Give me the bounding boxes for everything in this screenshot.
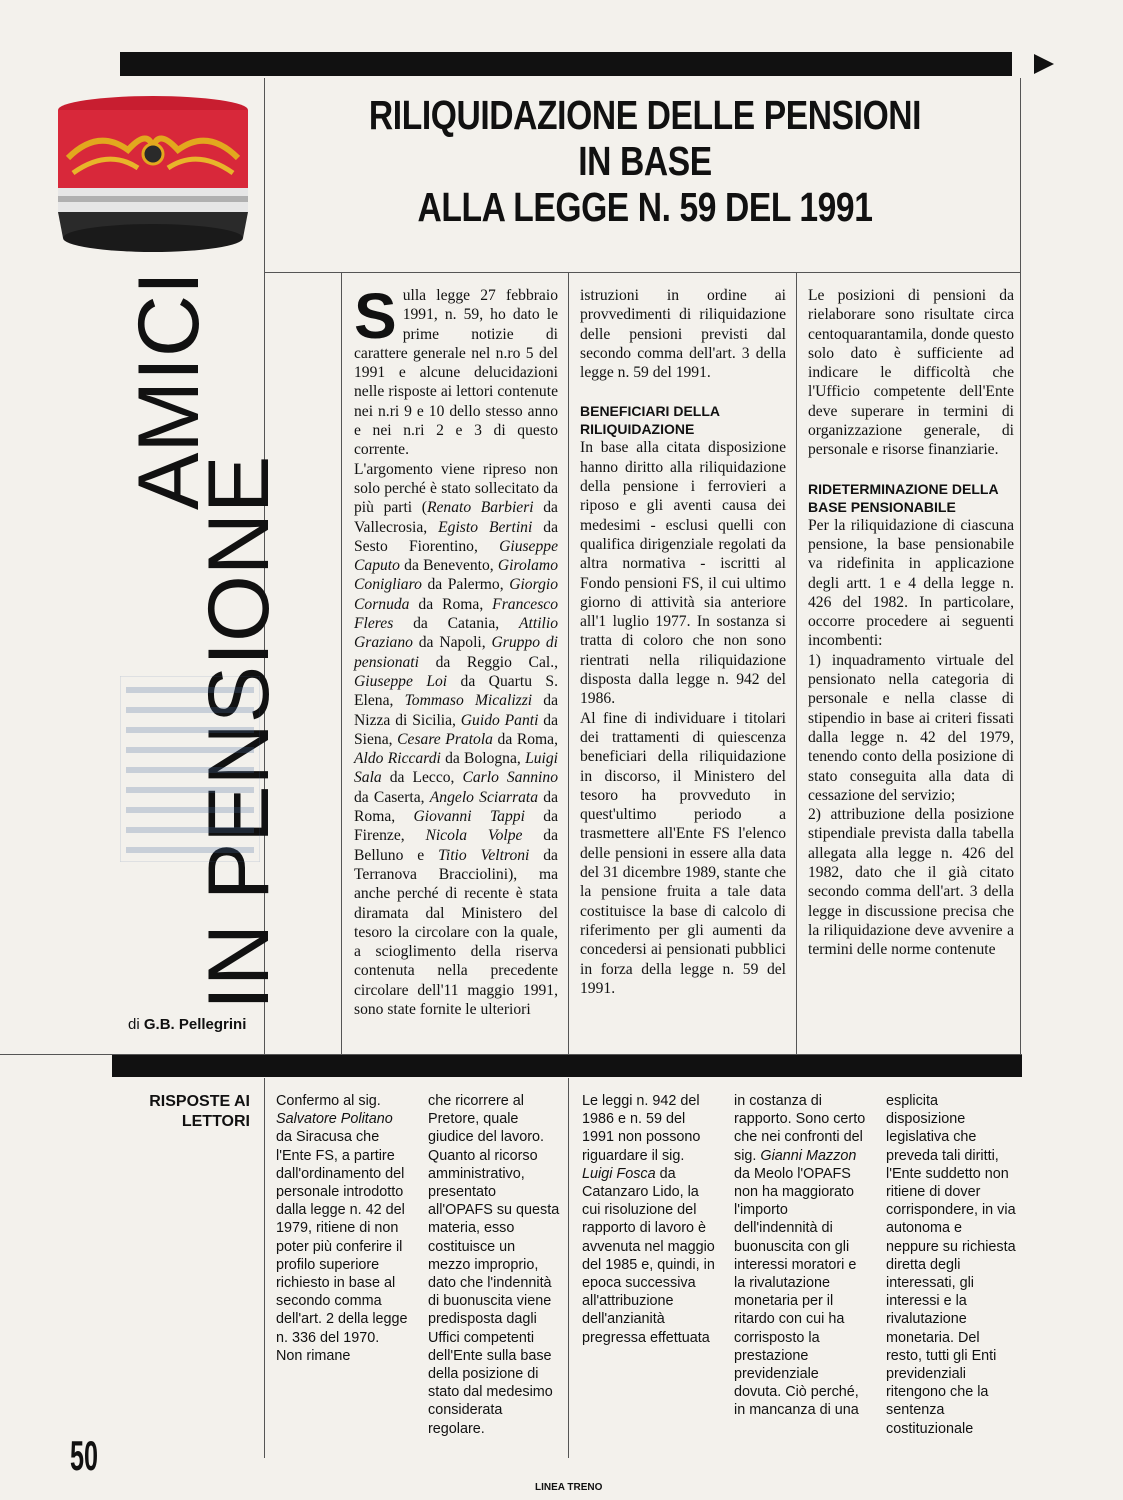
reader-place: da Caserta, <box>354 788 430 806</box>
letter3-body: da Meolo l'OPAFS non ha maggiorato l'importo dell'indennità di buonuscita con gli interessi moratori e la rivalutazione monetaria per il ritardo con cui ha corrisposto la prestazione previdenziale dovuta. Ciò perché, in mancanza di una <box>734 1165 859 1419</box>
column-rule <box>796 272 797 1054</box>
reader-place: da Firenze, <box>354 808 558 845</box>
reader-name: Titio Veltroni <box>438 846 530 864</box>
background-ghost-text <box>120 676 260 862</box>
letters-column-5 <box>886 1092 1018 1438</box>
reader-name: Egisto Bertini <box>438 518 533 536</box>
letters-label <box>118 1092 250 1132</box>
reader-name: Cesare Pratola <box>397 730 493 748</box>
reader-place: da Benevento, <box>399 557 498 575</box>
column-rule <box>568 272 569 1054</box>
reader-name: Giuseppe Caputo <box>354 537 558 575</box>
col1-paragraph-2a: L'argomento viene ripreso non solo perché è stato sollecitato da più parti ( <box>354 460 558 517</box>
article-column-3 <box>808 286 1014 960</box>
reader-place: da Napoli, <box>412 634 492 652</box>
col2-paragraph-3: Al fine di individuare i titolari dei trattamenti di quiescenza beneficiari della riliquidazione in discorso, il Ministero del tesoro ha provveduto in quest'ultimo periodo a trasmettere all'Ente FS l'elenco delle pensioni in essere alla data del 31 dicembre 1989, stante che la pensione fruita a tale data costituisce la base di calcolo di riferimento per gli aumenti da concedersi ai pensionati pubblici in forza della legge n. 59 del 1991. <box>580 709 786 997</box>
reader-place: da Bologna, <box>440 750 526 768</box>
drop-cap: S <box>354 280 397 352</box>
letter2-name: Luigi Fosca <box>582 1165 656 1182</box>
article-column-1 <box>354 280 559 1019</box>
letters-label-line-1: RISPOSTE AI <box>149 1093 250 1110</box>
title-line-1: RILIQUIDAZIONE DELLE PENSIONI <box>368 92 922 138</box>
column-rule <box>264 1078 265 1458</box>
col3-paragraph-1: Le posizioni di pensioni da rielaborare sono risultate circa centoquarantamila, donde questo solo dato è sufficiente ad indicare le difficoltà che l'Ufficio competente dell'Ente deve superare in termini di organizzazione generale, di personale e risorse finanziarie. <box>808 287 1014 459</box>
letter3-intro: in costanza di rapporto. Sono certo che nei confronti del sig. <box>734 1093 866 1164</box>
reader-name: Luigi Sala <box>354 750 558 787</box>
article-column-2 <box>580 286 786 998</box>
frame-line <box>1020 78 1021 1054</box>
col3-paragraph-2: Per la riliquidazione di ciascuna pensione, la base pensionabile va ridefinita in applicazione degli artt. 1 e 4 della legge n. 426 del 1982. In particolare, occorre procedere ai seguenti incombenti: <box>808 516 1014 650</box>
letters-label-line-2: LETTORI <box>181 1113 250 1130</box>
byline <box>128 1016 246 1033</box>
title-line-2: IN BASE <box>578 138 712 184</box>
col2-subheading: BENEFICIARI DELLA RILIQUIDAZIONE <box>580 403 720 438</box>
letters-column-3 <box>582 1092 716 1347</box>
reader-place: da Belluno e <box>354 827 558 864</box>
reader-name: Francesco Fleres <box>354 595 558 633</box>
column-rule <box>568 1078 569 1458</box>
reader-name: Giovanni Tappi <box>413 808 525 826</box>
letter1-name: Salvatore Politano <box>276 1111 393 1128</box>
reader-place: da Roma, <box>409 595 493 613</box>
frame-line <box>264 272 1021 273</box>
footer-magazine-name: LINEA TRENO <box>535 1482 603 1493</box>
reader-names-list <box>354 499 558 883</box>
letter1-continued: che ricorrere al Pretore, quale giudice del lavoro. Quanto al ricorso amministrativo, presentato all'OPAFS su questa materia, esso costituisce un mezzo improprio, dato che l'indennità di buonuscita viene predisposta dagli Uffici competenti dell'Ente sulla base della posizione di stato dal medesimo considerata regolare. <box>428 1093 560 1437</box>
reader-name: Giorgio Cornuda <box>354 576 558 613</box>
reader-place: da Vallecrosia, <box>354 499 558 536</box>
col3-paragraph-4: 2) attribuzione della posizione stipendiale prevista dalla tabella allegata alla legge n. 426 del 1982, dato che il già citato secondo comma dell'art. 3 della legge in discussione precisa che la riliquidazione deve avvenire a termini delle norme contenute <box>808 806 1014 959</box>
reader-name: Tommaso Micalizzi <box>404 692 533 710</box>
reader-name: Girolamo Conigliaro <box>354 557 558 594</box>
col1-paragraph-2b: ), ma anche perché di recente è stata diramata dal Ministero del tesoro la circolare con la quale, a scioglimento della riserva contenuta nella precedente circolare dell'11 maggio 1991, sono state fornite le ulteriori <box>354 865 559 1018</box>
railway-cap-illustration <box>48 88 258 268</box>
section-label-vertical <box>110 271 287 1040</box>
reader-place: da Lecco, <box>381 769 463 787</box>
reader-name: Gruppo di pensionati <box>354 634 558 671</box>
reader-place: da Palermo, <box>421 576 510 594</box>
reader-name: Guido Panti <box>460 711 539 729</box>
reader-place: da Roma, <box>354 788 558 826</box>
top-black-bar <box>120 52 1012 76</box>
col1-paragraph-1: ulla legge 27 febbraio 1991, n. 59, ho dato le prime notizie di carattere generale nel n.ro 5 del 1991 e alcune delucidazioni nelle risposte ai lettori contenute nei n.ri 9 e 10 dello stesso anno e nei n.ri 2 e 3 di questo corrente. <box>354 287 558 459</box>
column-rule <box>341 272 342 1054</box>
col2-paragraph-1: istruzioni in ordine ai provvedimenti di riliquidazione delle pensioni previsti dal secondo comma dell'art. 3 della legge n. 59 del 1991. <box>580 287 786 382</box>
mid-black-bar <box>112 1055 1022 1077</box>
arrow-right-icon <box>1034 54 1054 74</box>
reader-place: da Catania, <box>393 615 520 633</box>
reader-place: da Siena, <box>354 711 558 748</box>
letters-column-2 <box>428 1092 560 1438</box>
reader-name: Renato Barbieri <box>426 499 534 517</box>
byline-author: G.B. Pellegrini <box>143 1016 247 1033</box>
section-label-amici: AMICI <box>121 271 217 510</box>
article-title <box>338 92 953 230</box>
letters-column-4 <box>734 1092 868 1420</box>
reader-place: da Roma, <box>492 730 558 748</box>
reader-name: Attilio Graziano <box>354 615 558 652</box>
reader-name: Giuseppe Loi <box>354 672 448 690</box>
letter2-body: da Catanzaro Lido, la cui risoluzione del rapporto di lavoro è avvenuta nel maggio del 1985 e, quindi, in epoca successiva all'attribuzione dell'anzianità pregressa effettuata <box>582 1165 715 1346</box>
reader-place: da Reggio Cal., <box>418 653 558 671</box>
reader-place: da Terranova Bracciolini <box>354 846 558 883</box>
col3-paragraph-3: 1) inquadramento virtuale del pensionato nella categoria di personale e nella classe di stipendio in base ai criteri fissati dalla legge n. 42 del 1979, tenendo conto della posizione di stato conseguita alla data di cessazione del servizio; <box>808 651 1014 804</box>
letter3-name: Gianni Mazzon <box>760 1147 857 1164</box>
byline-prefix: di <box>128 1016 140 1033</box>
col2-paragraph-2: In base alla citata disposizione hanno diritto alla riliquidazione della pensione i ferrovieri a riposo e gli aventi causa dei medesimi - esclusi quelli con qualifica dirigenziale regolati da altra normativa - iscritti al Fondo pensioni FS, il cui ultimo giorno di attività sia anteriore all'1 luglio 1977. In sostanza si tratta di coloro che non sono rientrati nella riliquidazione disposta dalla legge n. 942 del 1986. <box>580 439 786 708</box>
title-line-3: ALLA LEGGE N. 59 DEL 1991 <box>417 184 873 230</box>
letter2-intro: Le leggi n. 942 del 1986 e n. 59 del 1991 non possono riguardare il sig. <box>582 1093 701 1164</box>
reader-name: Aldo Riccardi <box>354 750 441 768</box>
letters-column-1 <box>276 1092 408 1365</box>
reader-place: da Quartu S. Elena, <box>354 672 558 710</box>
letter1-intro: Confermo al sig. <box>276 1093 381 1109</box>
reader-place: da Sesto Fiorentino, <box>354 518 558 555</box>
letter3-continued: esplicita disposizione legislativa che preveda tali diritti, l'Ente suddetto non ritiene di dover corrispondere, in via autonoma e neppure su richiesta diretta degli interessati, gli interessi e la rivalutazione monetaria. Del resto, tutti gli Enti previdenziali ritengono che la sentenza costituzionale <box>886 1093 1016 1437</box>
letter1-body: da Siracusa che l'Ente FS, a partire dall'ordinamento del personale introdotto dalla legge n. 42 del 1979, ritiene di non poter più conferire il profilo superiore richiesto in base al secondo comma dell'art. 2 della legge n. 336 del 1970. Non rimane <box>276 1129 408 1364</box>
reader-name: Nicola Volpe <box>425 827 523 845</box>
reader-name: Carlo Sannino <box>462 769 558 787</box>
reader-place: da Nizza di Sicilia, <box>354 692 559 729</box>
page-number: 50 <box>70 1432 99 1479</box>
section-label-in-pensione: IN PENSIONE <box>191 455 287 1010</box>
reader-name: Angelo Sciarrata <box>429 788 539 806</box>
col3-subheading: RIDETERMINAZIONE DELLA BASE PENSIONABILE <box>808 480 999 515</box>
